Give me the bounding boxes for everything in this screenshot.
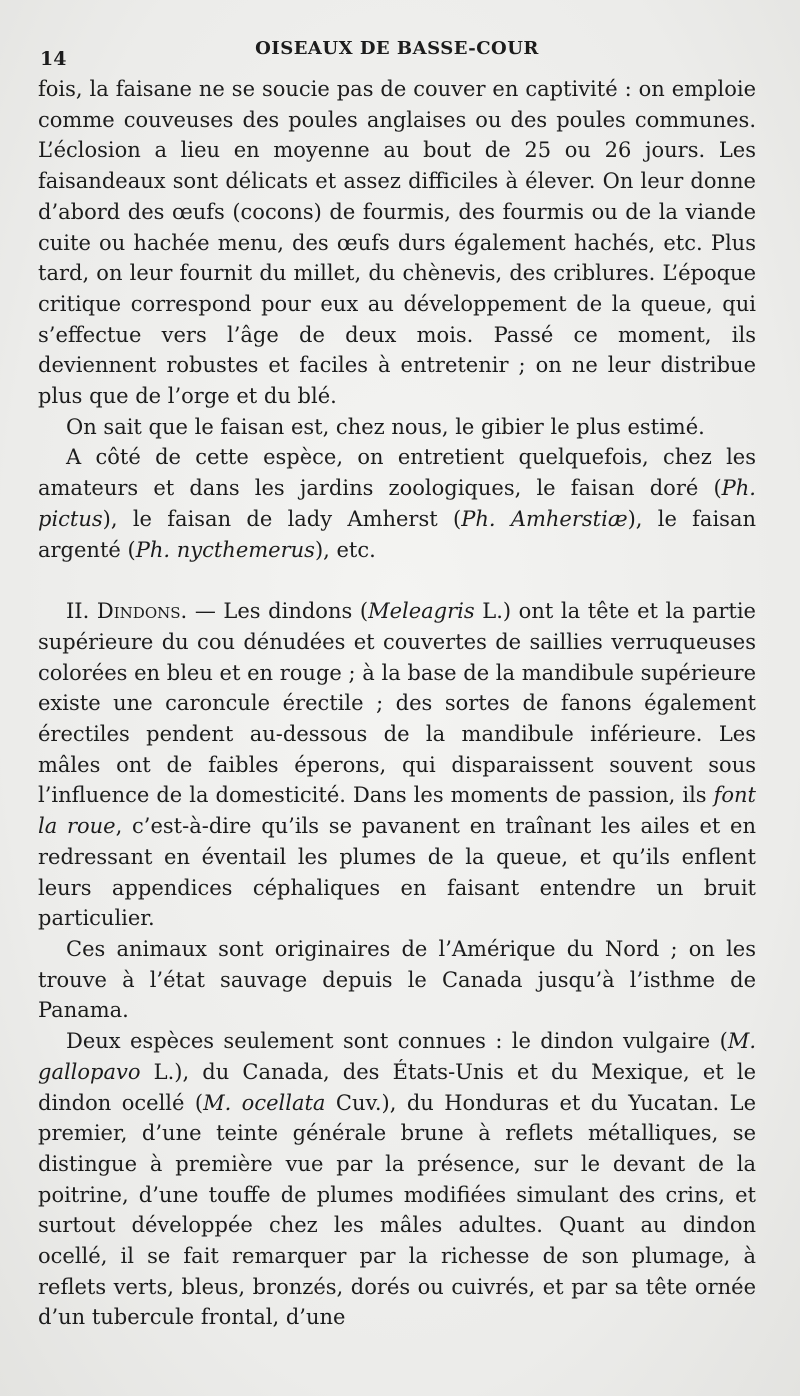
- page-number: 14: [40, 48, 67, 70]
- paragraph-text: Ces animaux sont originaires de l’Amérique du Nord ; on les trouve à l’état sauvage depuis le Canada jusqu’à l’isthme de Panama.: [38, 936, 756, 1023]
- scientific-name: Meleagris: [368, 599, 475, 624]
- scientific-name: Ph. pictus: [38, 476, 756, 531]
- page-header: [38, 34, 756, 74]
- running-title: OISEAUX DE BASSE-COUR: [255, 38, 539, 59]
- text-run: Deux espèces seulement sont connues : le dindon vulgaire (: [66, 1029, 728, 1054]
- text-run: L.), du Canada, des États-Unis et du Mexique, et le dindon ocellé (: [38, 1059, 756, 1115]
- paragraph-continuation: [38, 74, 756, 412]
- italic-phrase: font la roue: [38, 783, 756, 839]
- paragraph-faisan-estime: [38, 412, 756, 443]
- text-run: L.) ont la tête et la partie supérieure du cou dénudées et couvertes de saillies verruqueuses colorées en bleu et en rouge ; à la base de la mandibule supérieure existe une caroncule érectile ; des sortes de fanons également érectiles pendent au-dessous de la mandibule inférieure. Les mâles ont de faibles éperons, qui disparaissent souvent sous l’influence de la domesticité. Dans les moments de passion, ils: [38, 599, 756, 808]
- paragraph-text: On sait que le faisan est, chez nous, le gibier le plus estimé.: [66, 414, 705, 439]
- paragraph-other-pheasants: [38, 442, 756, 565]
- text-run: A côté de cette espèce, on entretient quelquefois, chez les amateurs et dans les jardins zoologiques, le faisan doré (: [38, 445, 756, 501]
- text-run: , c’est-à-dire qu’ils se pavanent en traînant les ailes et en redressant en éventail les plumes de la queue, et qu’ils enflent leurs appendices céphaliques en faisant entendre un bruit particulier.: [38, 814, 757, 931]
- text-run: ), le faisan argenté (: [38, 506, 756, 562]
- section-heading: Dindons.: [96, 599, 188, 624]
- scientific-name: M. gallopavo: [38, 1029, 756, 1084]
- body-text: [38, 74, 756, 1333]
- paragraph-origin: [38, 934, 756, 1026]
- paragraph-species: [38, 1026, 756, 1333]
- text-run: — Les dindons (: [187, 599, 369, 624]
- text-run: Cuv.), du Honduras et du Yucatan. Le premier, d’une teinte générale brune à reflets métalliques, se distingue à première vue par la présence, sur le devant de la poitrine, d’une touffe de plumes modifiées simulant des crins, et surtout développée chez les mâles adultes. Quant au dindon ocellé, il se fait remarquer par la richesse de son plumage, à reflets verts, bleus, bronzés, dorés ou cuivrés, et par sa tête ornée d’un tubercule frontal, d’une: [38, 1090, 756, 1330]
- paragraph-text: fois, la faisane ne se soucie pas de couver en captivité : on emploie comme couveuses des poules anglaises ou des poules communes. L’éclosion a lieu en moyenne au bout de 25 ou 26 jours. Les faisandeaux sont délicats et assez difficiles à élever. On leur donne d’abord des œufs (cocons) de fourmis, des fourmis ou de la viande cuite ou hachée menu, des œufs durs également hachés, etc. Plus tard, on leur fournit du millet, du chènevis, des criblures. L’époque critique correspond pour eux au développement de la queue, qui s’effectue vers l’âge de deux mois. Passé ce moment, ils deviennent robustes et faciles à entretenir ; on ne leur distribue plus que de l’orge et du blé.: [38, 77, 756, 409]
- paragraph-dindons: [38, 596, 756, 934]
- text-run: ), etc.: [314, 537, 376, 562]
- section-number: II.: [66, 599, 90, 624]
- scientific-name: Ph. Amherstiæ: [461, 506, 628, 531]
- text-run: ), le faisan de lady Amherst (: [102, 506, 462, 531]
- scientific-name: M. ocellata: [203, 1090, 326, 1115]
- scientific-name: Ph. nycthemerus: [135, 537, 315, 562]
